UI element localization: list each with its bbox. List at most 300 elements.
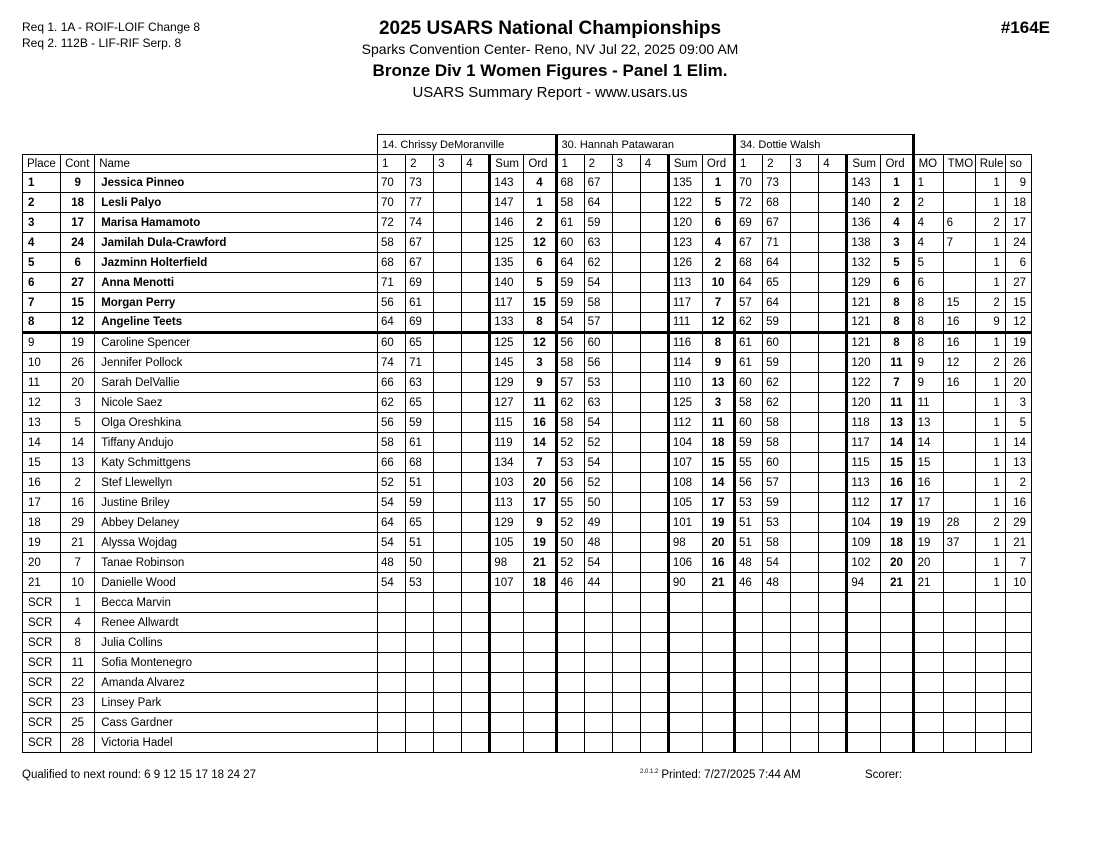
score-cell [791,393,819,413]
score-cell [612,213,640,233]
column-header: 1 [377,155,405,173]
score-cell: 53 [735,493,763,513]
score-cell [640,513,668,533]
score-cell [462,313,490,333]
score-cell [434,613,462,633]
column-header: 2 [584,155,612,173]
score-cell [791,293,819,313]
sum-cell: 122 [668,193,702,213]
sum-cell: 101 [668,513,702,533]
score-cell [462,573,490,593]
mo-cell: 19 [913,513,943,533]
score-cell: 73 [406,173,434,193]
score-cell [763,693,791,713]
score-cell: 50 [584,493,612,513]
score-cell: 62 [377,393,405,413]
ordinal-cell: 12 [702,313,734,333]
rule-cell: 2 [975,293,1005,313]
score-cell: 65 [406,513,434,533]
place-cell: SCR [23,673,61,693]
sum-cell: 127 [490,393,524,413]
score-cell [462,493,490,513]
score-cell: 68 [406,453,434,473]
sum-cell: 129 [490,513,524,533]
tmo-cell [943,393,975,413]
score-cell: 51 [406,473,434,493]
score-cell: 63 [406,373,434,393]
skate-order-cell: 24 [1005,233,1031,253]
ordinal-cell: 12 [524,333,556,353]
judge-header-row [23,135,1032,155]
column-header-row [23,155,1032,173]
column-header: 2 [406,155,434,173]
rule-cell [975,593,1005,613]
sum-cell [668,613,702,633]
tmo-cell [943,173,975,193]
score-cell [819,633,847,653]
place-cell: 1 [23,173,61,193]
score-cell: 68 [377,253,405,273]
score-cell: 64 [377,513,405,533]
table-row [23,213,1032,233]
mo-cell: 14 [913,433,943,453]
skate-order-cell: 21 [1005,533,1031,553]
score-cell [556,733,584,753]
sum-cell: 98 [668,533,702,553]
ordinal-cell: 11 [881,393,913,413]
sum-cell [490,733,524,753]
judge-name: 14. Chrissy DeMoranville [377,135,556,155]
skate-order-cell [1005,733,1031,753]
skater-name-cell: Lesli Palyo [95,193,378,213]
tmo-cell [943,713,975,733]
ordinal-cell: 9 [702,353,734,373]
tmo-cell: 37 [943,533,975,553]
column-header: so [1005,155,1031,173]
mo-cell [913,633,943,653]
rule-cell: 1 [975,453,1005,473]
score-cell: 58 [556,413,584,433]
score-cell: 59 [556,273,584,293]
skater-name-cell: Marisa Hamamoto [95,213,378,233]
ordinal-cell: 10 [702,273,734,293]
column-header: 3 [791,155,819,173]
mo-cell: 19 [913,533,943,553]
table-row [23,293,1032,313]
ordinal-cell: 21 [881,573,913,593]
table-row [23,533,1032,553]
tmo-cell [943,733,975,753]
score-cell [434,733,462,753]
score-cell [556,693,584,713]
score-cell [434,653,462,673]
skate-order-cell: 18 [1005,193,1031,213]
skater-name-cell: Nicole Saez [95,393,378,413]
contestant-number-cell: 22 [61,673,95,693]
sum-cell: 105 [490,533,524,553]
score-cell: 70 [377,193,405,213]
score-cell [819,313,847,333]
score-cell [612,513,640,533]
score-cell: 60 [735,413,763,433]
sum-cell [490,613,524,633]
rule-cell [975,693,1005,713]
table-row [23,313,1032,333]
score-cell [377,593,405,613]
score-cell [612,713,640,733]
score-cell [434,293,462,313]
score-cell: 71 [377,273,405,293]
ordinal-cell [702,673,734,693]
contestant-number-cell: 9 [61,173,95,193]
ordinal-cell [524,693,556,713]
sum-cell [490,593,524,613]
score-cell [612,273,640,293]
place-cell: SCR [23,593,61,613]
score-cell [406,653,434,673]
score-cell [462,373,490,393]
sum-cell: 140 [490,273,524,293]
place-cell: 21 [23,573,61,593]
sum-cell [847,733,881,753]
score-cell [434,673,462,693]
score-cell [640,693,668,713]
column-header: Sum [490,155,524,173]
score-cell: 67 [735,233,763,253]
tmo-cell: 28 [943,513,975,533]
column-header: Rule [975,155,1005,173]
score-cell: 73 [763,173,791,193]
header-spacer-right [913,135,1031,155]
score-cell: 65 [406,393,434,413]
score-cell [612,653,640,673]
score-cell: 58 [556,353,584,373]
score-cell [791,273,819,293]
score-cell [434,533,462,553]
score-cell [640,393,668,413]
contestant-number-cell: 26 [61,353,95,373]
score-cell [791,233,819,253]
score-cell [556,713,584,733]
ordinal-cell: 15 [881,453,913,473]
sum-cell [668,653,702,673]
skater-name-cell: Amanda Alvarez [95,673,378,693]
score-cell [462,693,490,713]
score-cell: 61 [406,293,434,313]
tmo-cell [943,653,975,673]
score-cell [819,173,847,193]
score-cell [763,673,791,693]
table-row [23,693,1032,713]
sum-cell: 117 [847,433,881,453]
column-header: 3 [612,155,640,173]
ordinal-cell: 15 [524,293,556,313]
score-cell [791,673,819,693]
score-cell [462,473,490,493]
score-cell: 74 [377,353,405,373]
contestant-number-cell: 24 [61,233,95,253]
score-cell: 59 [584,213,612,233]
score-cell [406,613,434,633]
column-header: Ord [702,155,734,173]
sum-cell: 107 [490,573,524,593]
mo-cell: 17 [913,493,943,513]
ordinal-cell: 9 [524,513,556,533]
score-cell [791,333,819,353]
score-cell: 44 [584,573,612,593]
contestant-number-cell: 1 [61,593,95,613]
contestant-number-cell: 5 [61,413,95,433]
sum-cell: 102 [847,553,881,573]
score-cell [819,253,847,273]
column-header: Sum [668,155,702,173]
sum-cell [847,653,881,673]
score-cell: 65 [406,333,434,353]
sum-cell: 143 [490,173,524,193]
score-cell [735,673,763,693]
score-cell [819,653,847,673]
ordinal-cell: 17 [524,493,556,513]
sum-cell: 120 [847,353,881,373]
score-cell: 50 [556,533,584,553]
mo-cell: 2 [913,193,943,213]
sum-cell: 125 [490,233,524,253]
score-cell: 58 [763,533,791,553]
score-cell: 57 [763,473,791,493]
score-cell [640,173,668,193]
tmo-cell: 12 [943,353,975,373]
score-cell [819,533,847,553]
table-row [23,193,1032,213]
tmo-cell [943,693,975,713]
score-cell: 66 [377,453,405,473]
skater-name-cell: Tiffany Andujo [95,433,378,453]
score-cell [819,333,847,353]
score-cell [640,553,668,573]
score-cell [640,673,668,693]
mo-cell: 16 [913,473,943,493]
score-cell: 59 [763,313,791,333]
place-cell: 19 [23,533,61,553]
score-cell: 58 [763,413,791,433]
sum-cell: 94 [847,573,881,593]
skate-order-cell: 12 [1005,313,1031,333]
score-cell [462,453,490,473]
sum-cell: 143 [847,173,881,193]
mo-cell [913,613,943,633]
score-cell [434,193,462,213]
ordinal-cell: 16 [881,473,913,493]
tmo-cell: 6 [943,213,975,233]
score-cell: 54 [584,273,612,293]
score-cell: 48 [735,553,763,573]
score-cell [819,713,847,733]
score-cell: 55 [735,453,763,473]
place-cell: 13 [23,413,61,433]
ordinal-cell: 7 [524,453,556,473]
score-cell [377,633,405,653]
score-cell: 67 [406,253,434,273]
skater-name-cell: Renee Allwardt [95,613,378,633]
score-cell [819,493,847,513]
score-cell [791,473,819,493]
score-cell [584,653,612,673]
results-table [22,134,1032,753]
score-cell [462,513,490,533]
sum-cell [490,633,524,653]
score-cell [612,613,640,633]
score-cell [791,533,819,553]
score-cell [612,353,640,373]
skate-order-cell: 17 [1005,213,1031,233]
sum-cell: 116 [668,333,702,353]
ordinal-cell: 3 [881,233,913,253]
score-cell [819,233,847,253]
table-row [23,673,1032,693]
ordinal-cell: 18 [702,433,734,453]
score-cell [434,373,462,393]
sum-cell: 104 [668,433,702,453]
ordinal-cell: 11 [524,393,556,413]
sum-cell: 120 [668,213,702,233]
ordinal-cell: 20 [881,553,913,573]
ordinal-cell [702,633,734,653]
place-cell: SCR [23,653,61,673]
skater-name-cell: Jazminn Holterfield [95,253,378,273]
rule-cell: 1 [975,433,1005,453]
score-cell [640,253,668,273]
judge-name: 34. Dottie Walsh [735,135,914,155]
score-cell [377,613,405,633]
column-header: MO [913,155,943,173]
score-cell: 48 [377,553,405,573]
score-cell [462,713,490,733]
score-cell [612,573,640,593]
score-cell [791,413,819,433]
score-cell [791,253,819,273]
ordinal-cell [702,713,734,733]
sum-cell [668,693,702,713]
score-cell [434,453,462,473]
sum-cell [490,653,524,673]
skate-order-cell: 5 [1005,413,1031,433]
score-cell [612,733,640,753]
contestant-number-cell: 10 [61,573,95,593]
printed-line [640,769,801,781]
sum-cell: 118 [847,413,881,433]
score-cell [791,433,819,453]
ordinal-cell [702,693,734,713]
score-cell [556,633,584,653]
ordinal-cell: 4 [524,173,556,193]
tmo-cell [943,413,975,433]
score-cell: 57 [584,313,612,333]
score-cell [791,193,819,213]
score-cell: 60 [556,233,584,253]
sum-cell: 114 [668,353,702,373]
sum-cell: 98 [490,553,524,573]
score-cell [434,433,462,453]
ordinal-cell: 8 [881,293,913,313]
mo-cell: 20 [913,553,943,573]
place-cell: 6 [23,273,61,293]
ordinal-cell: 13 [702,373,734,393]
tmo-cell [943,273,975,293]
contestant-number-cell: 23 [61,693,95,713]
score-cell [462,253,490,273]
score-cell: 59 [735,433,763,453]
skater-name-cell: Jennifer Pollock [95,353,378,373]
skater-name-cell: Alyssa Wojdag [95,533,378,553]
score-cell [434,553,462,573]
sum-cell: 113 [668,273,702,293]
skater-name-cell: Katy Schmittgens [95,453,378,473]
score-cell [584,593,612,613]
sum-cell: 109 [847,533,881,553]
score-cell [434,313,462,333]
score-cell [462,213,490,233]
score-cell [640,653,668,673]
score-cell: 58 [556,193,584,213]
score-cell: 53 [763,513,791,533]
rule-cell: 1 [975,573,1005,593]
place-cell: 15 [23,453,61,473]
score-cell [612,433,640,453]
score-cell [640,573,668,593]
score-cell: 52 [556,433,584,453]
column-header: 4 [462,155,490,173]
skater-name-cell: Becca Marvin [95,593,378,613]
contestant-number-cell: 14 [61,433,95,453]
tmo-cell [943,673,975,693]
score-cell [735,593,763,613]
score-cell [819,473,847,493]
sum-cell: 140 [847,193,881,213]
ordinal-cell: 20 [702,533,734,553]
score-cell: 64 [763,293,791,313]
ordinal-cell [524,593,556,613]
table-row [23,493,1032,513]
tmo-cell: 16 [943,313,975,333]
sum-cell [668,673,702,693]
score-cell: 70 [377,173,405,193]
mo-cell: 1 [913,173,943,193]
ordinal-cell: 1 [524,193,556,213]
tmo-cell [943,573,975,593]
column-header: Cont [61,155,95,173]
score-cell: 56 [377,413,405,433]
score-cell [612,693,640,713]
score-cell [640,413,668,433]
ordinal-cell: 2 [524,213,556,233]
place-cell: SCR [23,693,61,713]
score-cell: 71 [763,233,791,253]
ordinal-cell [702,613,734,633]
tmo-cell [943,453,975,473]
rule-cell: 1 [975,493,1005,513]
score-cell: 51 [406,533,434,553]
tmo-cell [943,493,975,513]
score-cell [640,453,668,473]
column-header: 2 [763,155,791,173]
score-cell [791,493,819,513]
ordinal-cell: 19 [881,513,913,533]
score-cell [612,333,640,353]
judge-name: 30. Hannah Patawaran [556,135,735,155]
score-cell [462,593,490,613]
score-cell: 59 [763,353,791,373]
score-cell [640,493,668,513]
